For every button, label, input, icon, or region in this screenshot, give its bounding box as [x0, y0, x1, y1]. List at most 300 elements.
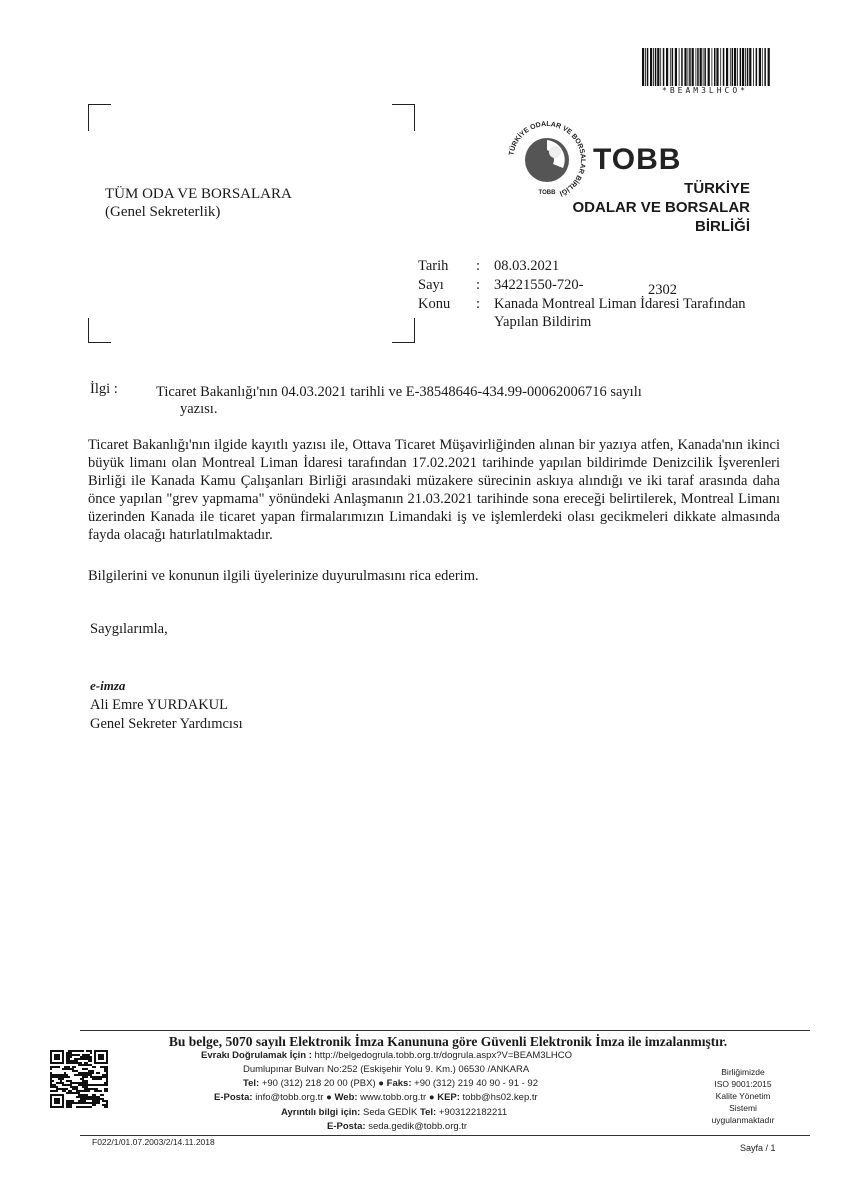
- qr-cell: [96, 1090, 98, 1092]
- qr-cell: [50, 1078, 52, 1080]
- kep-label: KEP:: [437, 1092, 460, 1103]
- reference-text: [156, 384, 716, 418]
- info-label: Ayrıntılı bilgi için:: [281, 1107, 361, 1118]
- reference-line-1: Ticaret Bakanlığı'nın 04.03.2021 tarihli ve E-38548646-434.99-00062006716 sayılı: [156, 384, 642, 400]
- qr-cell: [88, 1102, 90, 1104]
- qr-cell: [98, 1096, 100, 1098]
- barcode-bar: [703, 48, 704, 86]
- qr-cell: [50, 1090, 52, 1092]
- qr-cell: [82, 1058, 84, 1060]
- barcode-bar: [645, 48, 646, 86]
- qr-cell: [96, 1088, 98, 1090]
- qr-cell: [82, 1102, 84, 1104]
- barcode-bar: [723, 48, 725, 86]
- qr-cell: [82, 1098, 84, 1100]
- qr-cell: [84, 1106, 86, 1108]
- barcode-bar: [742, 48, 744, 86]
- qr-cell: [74, 1082, 76, 1084]
- qr-cell: [82, 1078, 84, 1080]
- bullet-separator: ●: [428, 1092, 435, 1103]
- qr-cell: [58, 1088, 60, 1090]
- qr-cell: [94, 1078, 96, 1080]
- qr-cell: [106, 1088, 108, 1090]
- qr-cell: [92, 1096, 94, 1098]
- qr-cell: [68, 1076, 70, 1078]
- qr-cell: [66, 1100, 68, 1102]
- qr-cell: [88, 1050, 90, 1052]
- qr-cell: [102, 1074, 104, 1076]
- email-label: E-Posta:: [214, 1092, 253, 1103]
- qr-cell: [64, 1072, 66, 1074]
- qr-cell: [104, 1068, 106, 1070]
- barcode-bar: [642, 48, 644, 86]
- qr-cell: [84, 1084, 86, 1086]
- qr-cell: [66, 1062, 68, 1064]
- qr-cell: [58, 1066, 60, 1068]
- qr-cell: [70, 1052, 72, 1054]
- qr-cell: [76, 1106, 78, 1108]
- qr-cell: [80, 1058, 82, 1060]
- barcode-bar: [737, 48, 738, 86]
- qr-cell: [92, 1066, 94, 1068]
- body-paragraph-1: Ticaret Bakanlığı'nın ilgide kayıtlı yazısı ile, Ottava Ticaret Müşavirliğinden alınan bir yazıya atfen, Kanada'nın ikinci büyük limanı olan Montreal Liman İdaresi tarafından 17.02.2021 tarihinde yapılan bildirimde Denizcilik İşverenleri Birliği ile Kanada Kamu Çalışanları Birliği arasındaki müzakere sürecinin askıya alındığı ve iki taraf arasında daha önce yapılan "grev yapmama" yönündeki Anlaşmanın 21.03.2021 tarihinde sona ereceği belirtilerek, Montreal Limanı üzerinden Kanada ile ticaret yapan firmalarımızın Limandaki iş ve işlemlerdeki olası gecikmeleri dikkate almasında fayda olacağı hatırlatılmaktadır.: [88, 437, 780, 543]
- qr-cell: [86, 1080, 88, 1082]
- qr-cell: [80, 1056, 82, 1058]
- qr-cell: [58, 1078, 60, 1080]
- qr-cell: [54, 1066, 56, 1068]
- logo-line-3: BİRLİĞİ: [695, 218, 750, 235]
- qr-cell: [78, 1084, 80, 1086]
- qr-cell: [60, 1078, 62, 1080]
- qr-cell: [90, 1074, 92, 1076]
- info-line: [281, 1107, 507, 1118]
- qr-cell: [104, 1084, 106, 1086]
- recipient-block: [105, 185, 292, 221]
- iso-line-2: ISO 9001:2015: [714, 1079, 772, 1089]
- qr-cell: [84, 1096, 86, 1098]
- qr-cell: [82, 1084, 84, 1086]
- qr-cell: [82, 1068, 84, 1070]
- qr-cell: [62, 1088, 64, 1090]
- qr-cell: [80, 1098, 82, 1100]
- qr-cell: [82, 1054, 84, 1056]
- qr-cell: [100, 1066, 102, 1068]
- barcode-bar: [697, 48, 699, 86]
- qr-cell: [80, 1062, 82, 1064]
- qr-cell: [72, 1082, 74, 1084]
- qr-cell: [90, 1102, 92, 1104]
- qr-cell: [64, 1088, 66, 1090]
- footer-divider-bottom: [80, 1135, 810, 1136]
- corner-mark-top-right: [392, 104, 415, 131]
- qr-cell: [96, 1084, 98, 1086]
- barcode-bar: [749, 48, 751, 86]
- qr-cell: [66, 1058, 68, 1060]
- web-label: Web:: [334, 1092, 358, 1103]
- qr-cell: [92, 1102, 94, 1104]
- qr-cell: [82, 1094, 84, 1096]
- qr-cell: [70, 1082, 72, 1084]
- qr-cell: [90, 1050, 92, 1052]
- qr-cell: [70, 1062, 72, 1064]
- qr-cell: [82, 1074, 84, 1076]
- barcode-bar: [689, 48, 691, 86]
- qr-cell: [82, 1100, 84, 1102]
- qr-cell: [82, 1064, 84, 1066]
- qr-cell: [78, 1072, 80, 1074]
- qr-cell: [90, 1072, 92, 1074]
- qr-cell: [86, 1050, 88, 1052]
- qr-cell: [100, 1076, 102, 1078]
- qr-cell: [70, 1060, 72, 1062]
- qr-cell: [104, 1070, 106, 1072]
- qr-cell: [78, 1096, 80, 1098]
- date-label: Tarih: [418, 258, 449, 274]
- qr-cell: [72, 1086, 74, 1088]
- barcode-bar: [734, 48, 736, 86]
- qr-cell: [66, 1074, 68, 1076]
- qr-cell: [86, 1090, 88, 1092]
- qr-cell: [84, 1094, 86, 1096]
- qr-cell: [78, 1058, 80, 1060]
- qr-cell: [106, 1068, 108, 1070]
- qr-cell: [86, 1074, 88, 1076]
- info-tel-value: +903122182211: [438, 1107, 508, 1118]
- qr-cell: [56, 1066, 58, 1068]
- qr-cell: [86, 1102, 88, 1104]
- qr-cell: [82, 1050, 84, 1052]
- qr-cell: [70, 1104, 72, 1106]
- qr-cell: [78, 1050, 80, 1052]
- qr-cell: [86, 1058, 88, 1060]
- qr-cell: [66, 1092, 68, 1094]
- qr-cell: [88, 1056, 90, 1058]
- page-number: Sayfa / 1: [740, 1143, 776, 1153]
- qr-cell: [94, 1098, 96, 1100]
- qr-cell: [68, 1050, 70, 1052]
- qr-cell: [86, 1096, 88, 1098]
- qr-cell: [88, 1090, 90, 1092]
- barcode-bar: [684, 48, 686, 86]
- qr-cell: [74, 1074, 76, 1076]
- qr-cell: [78, 1090, 80, 1092]
- recipient-line-1: TÜM ODA VE BORSALARA: [105, 186, 292, 202]
- qr-cell: [76, 1086, 78, 1088]
- info-email-label: E-Posta:: [327, 1121, 366, 1132]
- phone-line: [243, 1078, 538, 1089]
- qr-cell: [76, 1090, 78, 1092]
- barcode-bar: [730, 48, 731, 86]
- qr-code-icon: [50, 1050, 108, 1108]
- qr-cell: [66, 1060, 68, 1062]
- qr-cell: [50, 1086, 52, 1088]
- form-code: F022/1/01.07.2003/2/14.11.2018: [92, 1137, 215, 1147]
- qr-cell: [72, 1054, 74, 1056]
- info-tel-label: Tel:: [420, 1107, 437, 1118]
- tel-value: +90 (312) 218 20 00 (PBX): [261, 1078, 376, 1089]
- tel-label: Tel:: [243, 1078, 260, 1089]
- info-email-line: [327, 1121, 467, 1132]
- barcode-bar: [657, 48, 659, 86]
- qr-cell: [86, 1086, 88, 1088]
- qr-cell: [64, 1076, 66, 1078]
- barcode-bar: [696, 48, 697, 86]
- qr-cell: [76, 1082, 78, 1084]
- barcode-bar: [675, 48, 677, 86]
- qr-cell: [50, 1068, 52, 1070]
- qr-cell: [86, 1064, 88, 1066]
- qr-cell: [52, 1090, 54, 1092]
- qr-cell: [50, 1082, 52, 1084]
- qr-cell: [106, 1100, 108, 1102]
- qr-cell: [78, 1102, 80, 1104]
- qr-cell: [86, 1088, 88, 1090]
- qr-cell: [94, 1096, 96, 1098]
- qr-cell: [98, 1076, 100, 1078]
- qr-cell: [88, 1084, 90, 1086]
- qr-cell: [68, 1066, 70, 1068]
- qr-cell: [84, 1086, 86, 1088]
- qr-cell: [70, 1080, 72, 1082]
- qr-cell: [90, 1076, 92, 1078]
- qr-cell: [106, 1074, 108, 1076]
- qr-cell: [82, 1090, 84, 1092]
- qr-cell: [98, 1090, 100, 1092]
- closing: Saygılarımla,: [90, 621, 168, 637]
- qr-cell: [56, 1086, 58, 1088]
- reference-line-2: yazısı.: [180, 401, 218, 417]
- qr-cell: [62, 1076, 64, 1078]
- qr-cell: [106, 1066, 108, 1068]
- reference-label: İlgi :: [90, 381, 118, 397]
- logo-name: TOBB: [593, 143, 682, 176]
- subject-line-2: Yapılan Bildirim: [494, 314, 592, 330]
- qr-cell: [62, 1090, 64, 1092]
- qr-cell: [76, 1050, 78, 1052]
- qr-cell: [68, 1068, 70, 1070]
- qr-cell: [72, 1060, 74, 1062]
- qr-cell: [80, 1096, 82, 1098]
- qr-cell: [96, 1102, 98, 1104]
- qr-cell: [70, 1106, 72, 1108]
- corner-mark-top-left: [88, 104, 111, 131]
- qr-cell: [56, 1074, 58, 1076]
- qr-cell: [76, 1088, 78, 1090]
- qr-cell: [52, 1066, 54, 1068]
- qr-cell: [68, 1052, 70, 1054]
- barcode-bar: [756, 48, 758, 86]
- subject-label: Konu: [418, 296, 451, 312]
- qr-cell: [94, 1104, 96, 1106]
- qr-cell: [100, 1084, 102, 1086]
- qr-cell: [84, 1068, 86, 1070]
- qr-cell: [94, 1100, 96, 1102]
- qr-cell: [84, 1058, 86, 1060]
- qr-cell: [98, 1100, 100, 1102]
- qr-cell: [106, 1078, 108, 1080]
- qr-cell: [86, 1084, 88, 1086]
- iso-line-1: Birliğimizde: [721, 1067, 765, 1077]
- qr-cell: [84, 1074, 86, 1076]
- qr-cell: [102, 1100, 104, 1102]
- qr-cell: [88, 1072, 90, 1074]
- qr-cell: [78, 1092, 80, 1094]
- qr-cell: [68, 1056, 70, 1058]
- barcode-bar: [712, 48, 713, 86]
- qr-cell: [72, 1088, 74, 1090]
- qr-cell: [72, 1066, 74, 1068]
- barcode-bar: [660, 48, 661, 86]
- qr-cell: [78, 1094, 80, 1096]
- barcode-bar: [655, 48, 657, 86]
- qr-cell: [70, 1068, 72, 1070]
- qr-cell: [80, 1106, 82, 1108]
- number-label: Sayı: [418, 277, 444, 293]
- barcode-bar: [732, 48, 734, 86]
- qr-cell: [84, 1062, 86, 1064]
- qr-cell: [58, 1074, 60, 1076]
- qr-cell: [86, 1094, 88, 1096]
- qr-cell: [80, 1078, 82, 1080]
- qr-cell: [82, 1072, 84, 1074]
- qr-cell: [98, 1102, 100, 1104]
- barcode-bar: [747, 48, 749, 86]
- qr-cell: [76, 1062, 78, 1064]
- kep-link[interactable]: tobb@hs02.kep.tr: [462, 1092, 538, 1103]
- qr-cell: [70, 1054, 72, 1056]
- qr-cell: [104, 1090, 106, 1092]
- qr-cell: [72, 1100, 74, 1102]
- qr-cell: [102, 1066, 104, 1068]
- qr-cell: [88, 1098, 90, 1100]
- web-link[interactable]: www.tobb.org.tr: [360, 1092, 427, 1103]
- email-link[interactable]: info@tobb.org.tr: [255, 1092, 324, 1103]
- qr-cell: [84, 1054, 86, 1056]
- corner-mark-bottom-left: [88, 318, 111, 343]
- barcode: [640, 48, 770, 88]
- qr-cell: [56, 1082, 58, 1084]
- qr-cell: [68, 1084, 70, 1086]
- qr-cell: [84, 1076, 86, 1078]
- qr-cell: [74, 1050, 76, 1052]
- logo-line-2: ODALAR VE BORSALAR: [572, 199, 750, 216]
- qr-cell: [86, 1082, 88, 1084]
- qr-cell: [88, 1074, 90, 1076]
- qr-cell: [84, 1072, 86, 1074]
- qr-cell: [66, 1106, 68, 1108]
- qr-cell: [84, 1098, 86, 1100]
- barcode-bar: [670, 48, 671, 86]
- logo-ring-text: TÜRKİYE ODALAR VE BORSALAR BİRLİĞİ: [508, 120, 587, 197]
- qr-cell: [102, 1094, 104, 1096]
- qr-cell: [86, 1062, 88, 1064]
- qr-cell: [76, 1058, 78, 1060]
- qr-cell: [64, 1074, 66, 1076]
- qr-cell: [76, 1092, 78, 1094]
- qr-cell: [86, 1098, 88, 1100]
- qr-cell: [74, 1102, 76, 1104]
- logo-org-name: [560, 179, 750, 236]
- qr-cell: [104, 1106, 106, 1108]
- qr-cell: [94, 1066, 96, 1068]
- qr-cell: [74, 1054, 76, 1056]
- qr-cell: [74, 1070, 76, 1072]
- qr-cell: [106, 1106, 108, 1108]
- info-name: Seda GEDİK: [363, 1107, 418, 1118]
- qr-cell: [98, 1054, 104, 1060]
- corner-mark-bottom-right: [392, 318, 415, 343]
- qr-cell: [72, 1068, 74, 1070]
- qr-cell: [66, 1066, 68, 1068]
- number-suffix: 2302: [648, 282, 677, 298]
- qr-cell: [70, 1090, 72, 1092]
- qr-cell: [88, 1106, 90, 1108]
- qr-cell: [98, 1098, 100, 1100]
- barcode-bar: [726, 48, 728, 86]
- qr-cell: [92, 1088, 94, 1090]
- qr-cell: [80, 1082, 82, 1084]
- qr-cell: [96, 1078, 98, 1080]
- qr-cell: [106, 1072, 108, 1074]
- qr-cell: [106, 1084, 108, 1086]
- qr-cell: [78, 1082, 80, 1084]
- info-email-link[interactable]: seda.gedik@tobb.org.tr: [368, 1121, 468, 1132]
- qr-cell: [80, 1084, 82, 1086]
- barcode-text: *BEAM3LHCO*: [662, 86, 748, 95]
- barcode-bar: [708, 48, 710, 86]
- qr-cell: [100, 1094, 102, 1096]
- qr-cell: [80, 1094, 82, 1096]
- qr-cell: [62, 1078, 64, 1080]
- date-value: 08.03.2021: [494, 258, 560, 274]
- barcode-bar: [704, 48, 706, 86]
- qr-cell: [50, 1072, 52, 1074]
- qr-cell: [92, 1072, 94, 1074]
- qr-cell: [80, 1090, 82, 1092]
- qr-cell: [106, 1070, 108, 1072]
- barcode-bar: [663, 48, 665, 86]
- qr-cell: [84, 1090, 86, 1092]
- body-paragraph-2: Bilgilerini ve konunun ilgili üyelerinize duyurulmasını rica ederim.: [88, 568, 479, 584]
- qr-cell: [86, 1106, 88, 1108]
- qr-cell: [88, 1096, 90, 1098]
- qr-cell: [104, 1082, 106, 1084]
- qr-cell: [84, 1100, 86, 1102]
- qr-cell: [106, 1076, 108, 1078]
- qr-cell: [100, 1090, 102, 1092]
- qr-cell: [90, 1106, 92, 1108]
- qr-cell: [94, 1094, 96, 1096]
- qr-cell: [54, 1098, 60, 1104]
- verify-link[interactable]: http://belgedogrula.tobb.org.tr/dogrula.aspx?V=BEAM3LHCO: [314, 1050, 572, 1061]
- number-colon: :: [476, 277, 481, 293]
- qr-cell: [74, 1060, 76, 1062]
- qr-cell: [68, 1054, 70, 1056]
- qr-cell: [106, 1102, 108, 1104]
- qr-cell: [106, 1082, 108, 1084]
- qr-cell: [64, 1084, 66, 1086]
- qr-cell: [50, 1084, 52, 1086]
- qr-cell: [92, 1070, 94, 1072]
- signer-title: Genel Sekreter Yardımcısı: [90, 716, 243, 732]
- qr-cell: [60, 1088, 62, 1090]
- qr-cell: [62, 1084, 64, 1086]
- qr-cell: [92, 1098, 94, 1100]
- qr-cell: [80, 1100, 82, 1102]
- qr-cell: [104, 1066, 106, 1068]
- qr-cell: [82, 1080, 84, 1082]
- qr-cell: [84, 1080, 86, 1082]
